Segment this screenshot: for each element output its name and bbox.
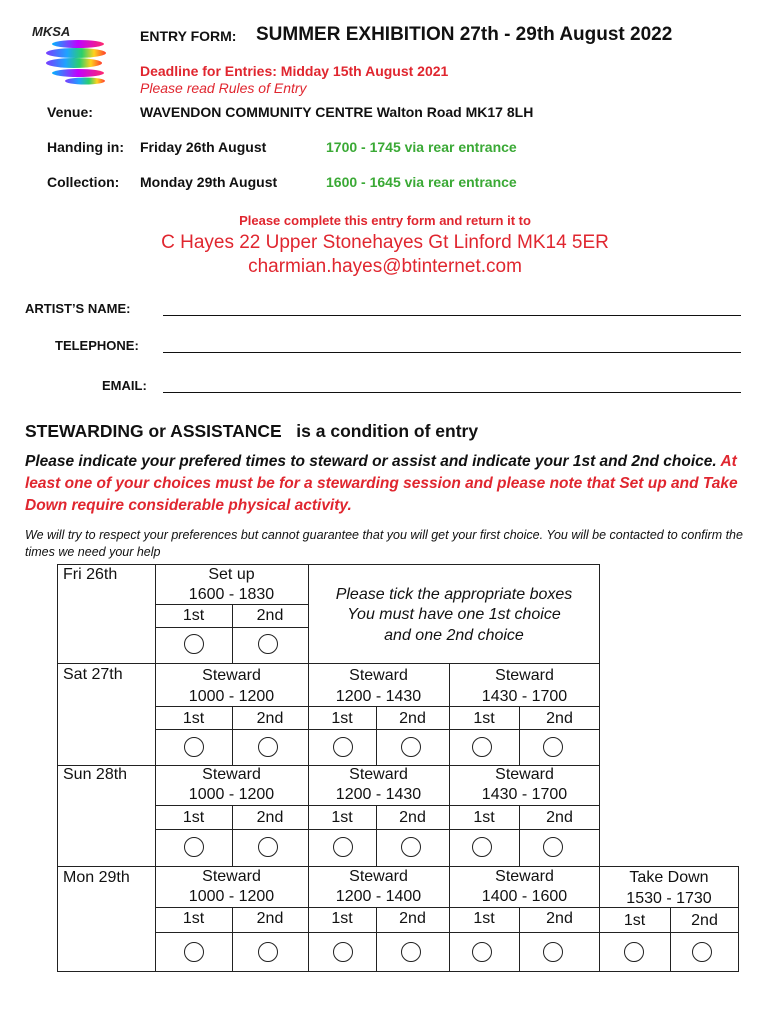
stewarding-heading-condition: is a condition of entry [296, 421, 479, 441]
first-choice-label: 1st [331, 710, 353, 727]
mon-s2-2nd-radio[interactable] [401, 942, 421, 962]
sun-s3-time: 1430 - 1700 [481, 786, 568, 803]
mon-s3-role: Steward [495, 868, 554, 885]
sub-divider [155, 729, 600, 730]
first-choice-label: 1st [473, 710, 495, 727]
first-choice-label: 1st [182, 910, 205, 927]
return-email: charmian.hayes@btinternet.com [248, 256, 522, 277]
sun-s2-time: 1200 - 1430 [335, 786, 422, 803]
day-label-sat: Sat 27th [63, 666, 123, 683]
sun-s1-2nd-radio[interactable] [258, 837, 278, 857]
mon-s3-1st-radio[interactable] [472, 942, 492, 962]
mon-s1-1st-radio[interactable] [184, 942, 204, 962]
sat-s2-time: 1200 - 1430 [335, 688, 422, 705]
day-label-mon: Mon 29th [63, 869, 130, 886]
venue-label: Venue: [47, 104, 93, 120]
second-choice-label: 2nd [546, 910, 573, 927]
sun-s2-1st-radio[interactable] [333, 837, 353, 857]
logo-text: MKSA [32, 24, 71, 39]
return-instruction: Please complete this entry form and return it to [239, 213, 531, 228]
fri-setup-time: 1600 - 1830 [188, 586, 275, 603]
handing-in-date: Friday 26th August [140, 139, 267, 155]
second-choice-label: 2nd [256, 910, 284, 927]
sat-s3-time: 1430 - 1700 [481, 688, 568, 705]
sun-s1-time: 1000 - 1200 [188, 786, 275, 803]
mon-takedown-time: 1530 - 1730 [626, 890, 712, 907]
second-choice-label: 2nd [399, 809, 426, 826]
mon-s1-time: 1000 - 1200 [188, 888, 275, 905]
first-choice-label: 1st [473, 809, 495, 826]
return-address: C Hayes 22 Upper Stonehayes Gt Linford MK14 5ER [161, 232, 609, 253]
first-choice-label: 1st [182, 710, 205, 727]
second-choice-label: 2nd [546, 809, 573, 826]
sun-s1-1st-radio[interactable] [184, 837, 204, 857]
tick-note-line-3: and one 2nd choice [384, 627, 524, 644]
sat-s2-role: Steward [349, 667, 408, 684]
sun-s1-role: Steward [202, 766, 261, 783]
collection-date: Monday 29th August [140, 174, 278, 190]
venue-value: WAVENDON COMMUNITY CENTRE Walton Road MK17 8LH [140, 104, 534, 120]
second-choice-label: 2nd [399, 710, 426, 727]
sub-divider [155, 829, 600, 830]
mon-takedown-role: Take Down [629, 869, 709, 886]
sub-divider [155, 932, 739, 933]
stewarding-heading-main: STEWARDING or ASSISTANCE [25, 421, 282, 441]
first-choice-label: 1st [182, 607, 205, 624]
sat-s1-2nd-radio[interactable] [258, 737, 278, 757]
mon-takedown-2nd-radio[interactable] [692, 942, 712, 962]
second-choice-label: 2nd [256, 607, 284, 624]
sat-s3-2nd-radio[interactable] [543, 737, 563, 757]
handing-in-label: Handing in: [47, 139, 124, 155]
rules-text: Please read Rules of Entry [140, 80, 307, 96]
sun-s3-1st-radio[interactable] [472, 837, 492, 857]
tick-note-line-1: Please tick the appropriate boxes [335, 586, 573, 603]
mon-s1-2nd-radio[interactable] [258, 942, 278, 962]
sub-divider [155, 805, 600, 806]
mon-s2-1st-radio[interactable] [333, 942, 353, 962]
mon-takedown-1st-radio[interactable] [624, 942, 644, 962]
collection-time: 1600 - 1645 via rear entrance [326, 174, 517, 190]
collection-label: Collection: [47, 174, 120, 190]
fri-setup-1st-radio[interactable] [184, 634, 204, 654]
handing-in-time: 1700 - 1745 via rear entrance [326, 139, 517, 155]
mon-s1-role: Steward [202, 868, 261, 885]
sun-s3-role: Steward [495, 766, 554, 783]
fri-setup-role: Set up [208, 566, 255, 583]
mon-s3-2nd-radio[interactable] [543, 942, 563, 962]
mon-s3-time: 1400 - 1600 [481, 888, 568, 905]
sub-divider [155, 706, 600, 707]
sat-s3-1st-radio[interactable] [472, 737, 492, 757]
second-choice-label: 2nd [691, 912, 718, 929]
stewarding-note: We will try to respect your preferences but cannot guarantee that you will get your first choice. You will be contacted to confirm the times we need your help [25, 528, 743, 559]
row-divider [57, 866, 600, 867]
stewarding-paragraph-black: Please indicate your prefered times to steward or assist and indicate your 1st and 2nd choice. [25, 453, 717, 470]
sun-s3-2nd-radio[interactable] [543, 837, 563, 857]
second-choice-label: 2nd [399, 910, 426, 927]
first-choice-label: 1st [623, 912, 646, 929]
sat-s1-time: 1000 - 1200 [188, 688, 275, 705]
row-divider [57, 663, 600, 664]
fri-setup-2nd-radio[interactable] [258, 634, 278, 654]
day-label-sun: Sun 28th [63, 766, 128, 783]
entry-form-label: ENTRY FORM: [140, 28, 237, 44]
sun-s2-role: Steward [349, 766, 408, 783]
sat-s1-role: Steward [202, 667, 261, 684]
second-choice-label: 2nd [546, 710, 573, 727]
second-choice-label: 2nd [256, 809, 284, 826]
tick-note-line-2: You must have one 1st choice [347, 606, 561, 623]
sun-s2-2nd-radio[interactable] [401, 837, 421, 857]
email-label: EMAIL: [102, 378, 147, 393]
mon-s2-time: 1200 - 1400 [335, 888, 422, 905]
sat-s1-1st-radio[interactable] [184, 737, 204, 757]
sat-s2-1st-radio[interactable] [333, 737, 353, 757]
sat-s2-2nd-radio[interactable] [401, 737, 421, 757]
second-choice-label: 2nd [256, 710, 284, 727]
deadline-text: Deadline for Entries: Midday 15th August 2021 [140, 63, 449, 79]
first-choice-label: 1st [473, 910, 495, 927]
exhibition-title: SUMMER EXHIBITION 27th - 29th August 2022 [256, 24, 673, 45]
telephone-label: TELEPHONE: [55, 338, 139, 353]
first-choice-label: 1st [331, 809, 353, 826]
day-label-fri: Fri 26th [63, 566, 118, 583]
first-choice-label: 1st [182, 809, 205, 826]
sat-s3-role: Steward [495, 667, 554, 684]
artist-name-label: ARTIST’S NAME: [25, 301, 131, 316]
mon-s2-role: Steward [349, 868, 408, 885]
first-choice-label: 1st [331, 910, 353, 927]
stewarding-paragraph-red: At least one of your choices must be for a stewarding session and please note that Set up and Take Down require considerable physical activity. [25, 453, 738, 514]
